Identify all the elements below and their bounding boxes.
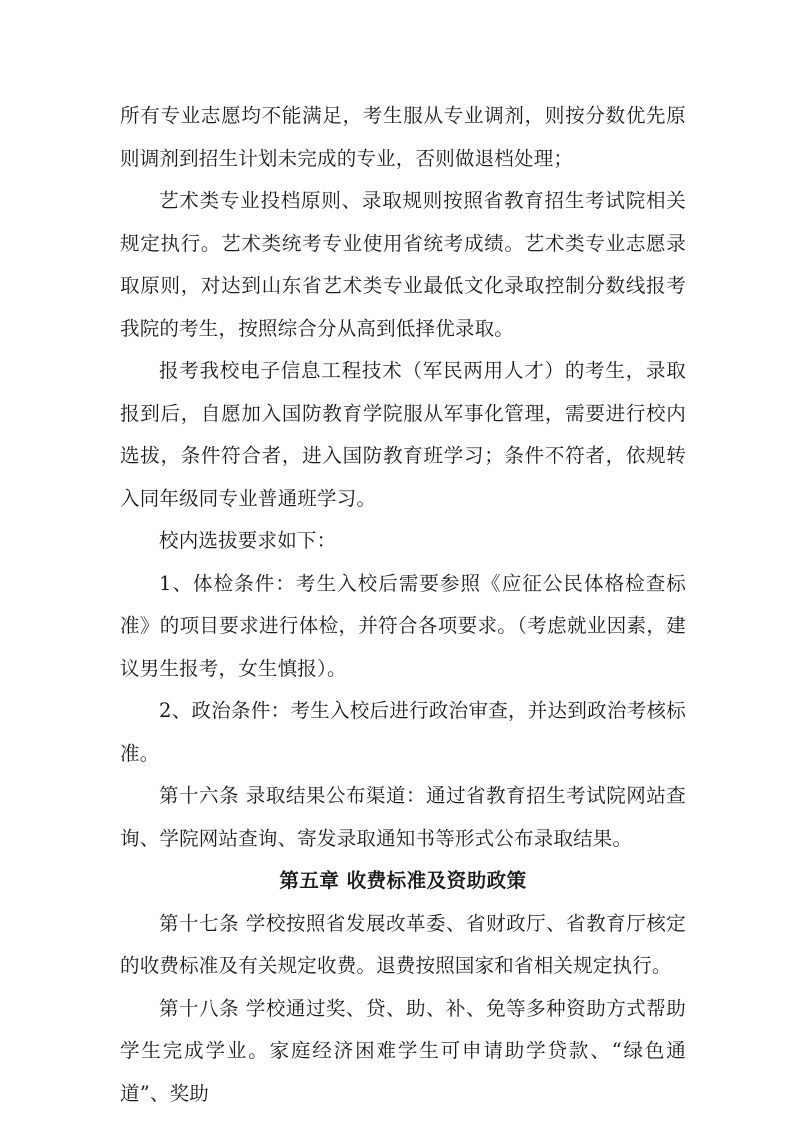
paragraph-political-condition: 2、政治条件：考生入校后进行政治审查，并达到政治考核标准。 — [120, 699, 686, 765]
paragraph-article-18: 第十八条 学校通过奖、贷、助、补、免等多种资助方式帮助学生完成学业。家庭经济困难学生可申请助学贷款、“绿色通道”、奖助 — [120, 996, 686, 1105]
paragraph-art-admission: 艺术类专业投档原则、录取规则按照省教育招生考试院相关规定执行。艺术类统考专业使用省统考成绩。艺术类专业志愿录取原则，对达到山东省艺术类专业最低文化录取控制分数线报考我院的考生，按照综合分从高到低择优录取。 — [120, 189, 686, 340]
paragraph-adjustment-rule: 所有专业志愿均不能满足，考生服从专业调剂，则按分数优先原则调剂到招生计划未完成的专业，否则做退档处理； — [120, 104, 686, 170]
chapter-heading: 第五章 收费标准及资助政策 — [279, 869, 527, 892]
paragraph-defense-education: 报考我校电子信息工程技术（军民两用人才）的考生，录取报到后，自愿加入国防教育学院服从军事化管理，需要进行校内选拔，条件符合者，进入国防教育班学习；条件不符者，依规转入同年级同专业普通班学习。 — [120, 359, 686, 510]
paragraph-article-17: 第十七条 学校按照省发展改革委、省财政厅、省教育厅核定的收费标准及有关规定收费。退费按照国家和省相关规定执行。 — [120, 911, 686, 977]
paragraph-article-16: 第十六条 录取结果公布渠道：通过省教育招生考试院网站查询、学院网站查询、寄发录取通知书等形式公布录取结果。 — [120, 784, 686, 850]
paragraph-selection-intro: 校内选拔要求如下： — [159, 529, 337, 552]
document-body — [120, 95, 686, 1115]
paragraph-physical-condition: 1、体检条件：考生入校后需要参照《应征公民体格检查标准》的项目要求进行体检，并符合各项要求。（考虑就业因素，建议男生报考，女生慎报）。 — [120, 571, 686, 680]
